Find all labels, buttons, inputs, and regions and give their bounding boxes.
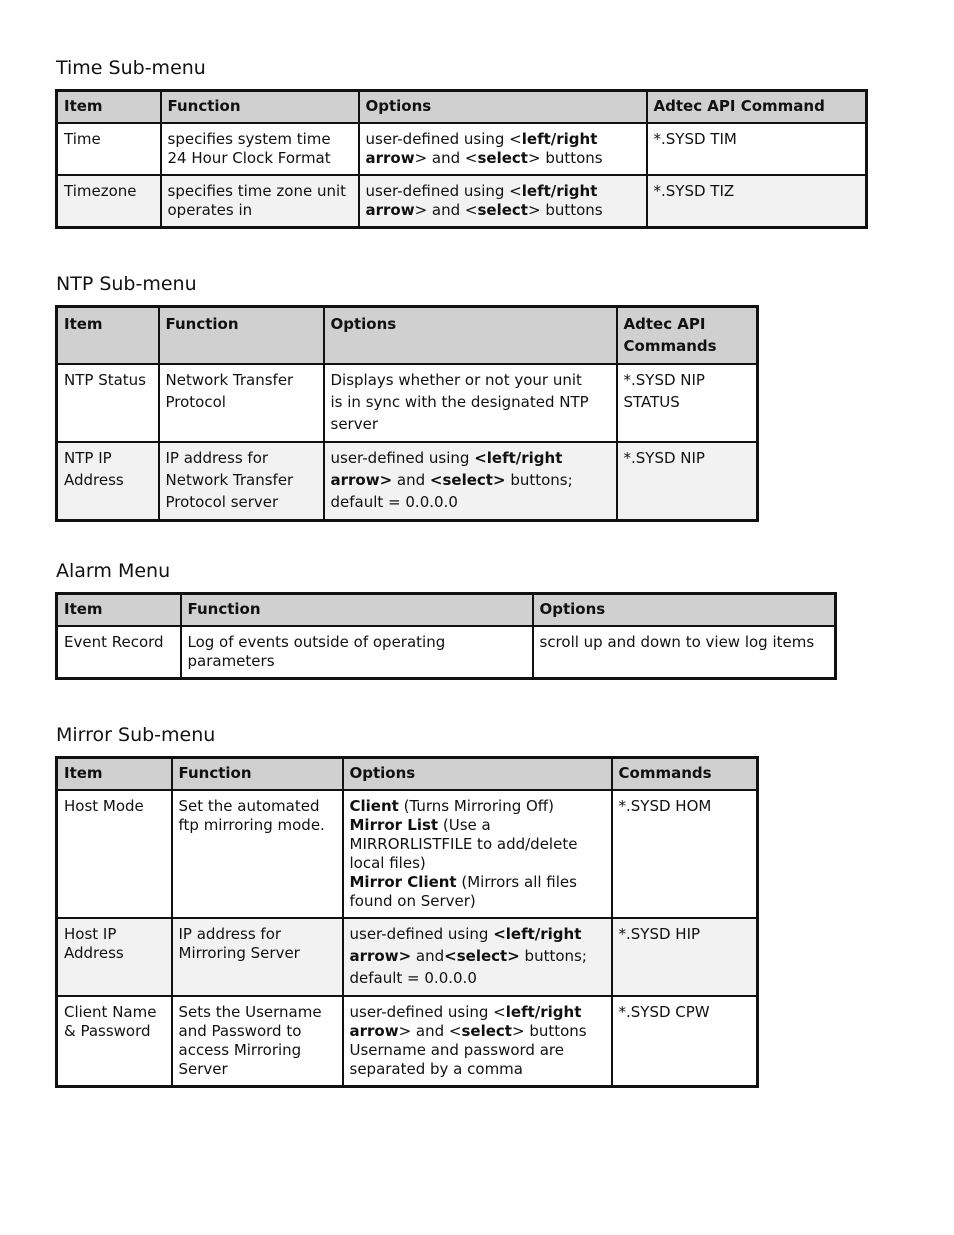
function-line: specifies system time [167,130,331,148]
table-header-row [57,91,867,124]
options-bold: arrow> [349,947,412,965]
header-command: Commands [612,758,758,791]
function-line: Set the automated [178,797,320,815]
table-row [57,790,758,918]
header-function: Function [159,307,324,365]
item-line: Host IP [64,925,117,943]
table-row [57,918,758,996]
options-bold: <left/right [493,925,582,943]
time-submenu-title: Time Sub-menu [56,57,206,79]
cell-item [57,996,172,1087]
options-line [350,873,605,892]
mirror-submenu-table [55,756,759,1088]
options-text: and [411,947,445,965]
cell-function [172,996,343,1087]
header-options: Options [343,758,612,791]
cell-command: *.SYSD TIM [647,123,867,175]
options-line: local files) [349,854,426,872]
cell-options [359,175,647,228]
options-line: Displays whether or not your unit [330,371,582,389]
function-line: Protocol [165,393,226,411]
options-text: user-defined using [330,449,475,467]
cell-item: Time [57,123,161,175]
options-bold: arrow [365,149,415,167]
command-line: STATUS [623,393,680,411]
function-line: Server [178,1060,228,1078]
table-header-row [57,307,758,365]
function-line: and Password to [178,1022,302,1040]
options-bold: Client [349,797,399,815]
options-text: user-defined using < [349,1003,506,1021]
options-text: user-defined using [349,925,494,943]
header-command-line: Adtec API [623,315,706,333]
cell-function [159,442,324,521]
options-bold: select [461,1022,512,1040]
options-text: > and < [414,201,478,219]
item-line: Address [64,471,124,489]
options-text: > buttons [527,201,603,219]
cell-command: *.SYSD HIP [612,918,758,996]
table-row [57,364,758,442]
header-command [617,307,758,365]
table-row [57,996,758,1087]
cell-options: scroll up and down to view log items [533,626,836,679]
cell-options [343,996,612,1087]
cell-item [57,918,172,996]
cell-item: Event Record [57,626,181,679]
function-line: access Mirroring [178,1041,302,1059]
options-line: MIRRORLISTFILE to add/delete [349,835,578,853]
alarm-menu-title: Alarm Menu [56,560,171,582]
table-row [57,442,758,521]
options-bold: arrow> [330,471,393,489]
cell-command: *.SYSD NIP [617,442,758,521]
cell-options [324,442,617,521]
command-line: *.SYSD NIP [623,371,705,389]
options-text: > and < [414,149,478,167]
header-function: Function [161,91,359,124]
options-bold: left/right [505,1003,582,1021]
cell-function [161,123,359,175]
table-header-row [57,594,836,627]
options-bold: <select> [429,471,506,489]
time-submenu-table [55,89,868,229]
options-line [350,797,605,816]
function-line: Network Transfer [165,371,294,389]
cell-command: *.SYSD CPW [612,996,758,1087]
cell-function [161,175,359,228]
options-text: Username and password are [349,1041,564,1059]
item-line: NTP IP [64,449,112,467]
ntp-submenu-title: NTP Sub-menu [56,273,197,295]
function-line: operates in [167,201,253,219]
options-text: (Mirrors all files [456,873,577,891]
header-item: Item [57,594,181,627]
header-options: Options [359,91,647,124]
options-text: > buttons [527,149,603,167]
item-line: Address [64,944,124,962]
cell-options [343,918,612,996]
cell-function [159,364,324,442]
cell-function [172,918,343,996]
table-row [57,626,836,679]
header-item: Item [57,758,172,791]
options-bold: arrow [349,1022,399,1040]
header-options: Options [533,594,836,627]
options-text: separated by a comma [349,1060,523,1078]
table-header-row [57,758,758,791]
options-bold: arrow [365,201,415,219]
options-bold: <select> [444,947,520,965]
options-line [350,816,605,835]
options-text: buttons; [519,947,587,965]
function-line: Sets the Username [178,1003,322,1021]
header-item: Item [57,91,161,124]
function-line: Protocol server [165,493,279,511]
function-line: Network Transfer [165,471,294,489]
function-line: Mirroring Server [178,944,300,962]
mirror-submenu-title: Mirror Sub-menu [56,724,216,746]
options-bold: left/right [521,182,598,200]
options-text: and [392,471,430,489]
cell-item: Timezone [57,175,161,228]
options-line: server [330,415,378,433]
cell-command [617,364,758,442]
options-line: found on Server) [349,892,476,910]
options-text: default = 0.0.0.0 [330,493,458,511]
options-bold: Mirror Client [349,873,457,891]
header-options: Options [324,307,617,365]
cell-command: *.SYSD HOM [612,790,758,918]
alarm-menu-table [55,592,837,680]
header-command: Adtec API Command [647,91,867,124]
cell-function [172,790,343,918]
header-function: Function [172,758,343,791]
table-row [57,123,867,175]
options-text: > and < [398,1022,462,1040]
options-text: user-defined using < [365,182,522,200]
cell-item: NTP Status [57,364,159,442]
options-text: > buttons [511,1022,587,1040]
function-line: 24 Hour Clock Format [167,149,331,167]
cell-item: Host Mode [57,790,172,918]
item-line: Client Name [64,1003,157,1021]
cell-options [343,790,612,918]
function-line: IP address for [178,925,282,943]
function-line: parameters [187,652,275,670]
options-bold: select [477,149,528,167]
header-function: Function [181,594,533,627]
options-text: (Use a [438,816,491,834]
table-row [57,175,867,228]
options-text: (Turns Mirroring Off) [398,797,554,815]
function-line: Log of events outside of operating [187,633,446,651]
options-bold: left/right [521,130,598,148]
cell-command: *.SYSD TIZ [647,175,867,228]
options-bold: select [477,201,528,219]
options-line: is in sync with the designated NTP [330,393,589,411]
cell-item [57,442,159,521]
function-line: specifies time zone unit [167,182,347,200]
cell-options [324,364,617,442]
header-item: Item [57,307,159,365]
function-line: IP address for [165,449,269,467]
options-bold: <left/right [474,449,563,467]
function-line: ftp mirroring mode. [178,816,325,834]
options-bold: Mirror List [349,816,439,834]
cell-options [359,123,647,175]
options-text: user-defined using < [365,130,522,148]
header-command-line: Commands [623,337,717,355]
options-text: default = 0.0.0.0 [349,969,477,987]
cell-function [181,626,533,679]
ntp-submenu-table [55,305,759,522]
item-line: & Password [64,1022,151,1040]
options-text: buttons; [505,471,573,489]
